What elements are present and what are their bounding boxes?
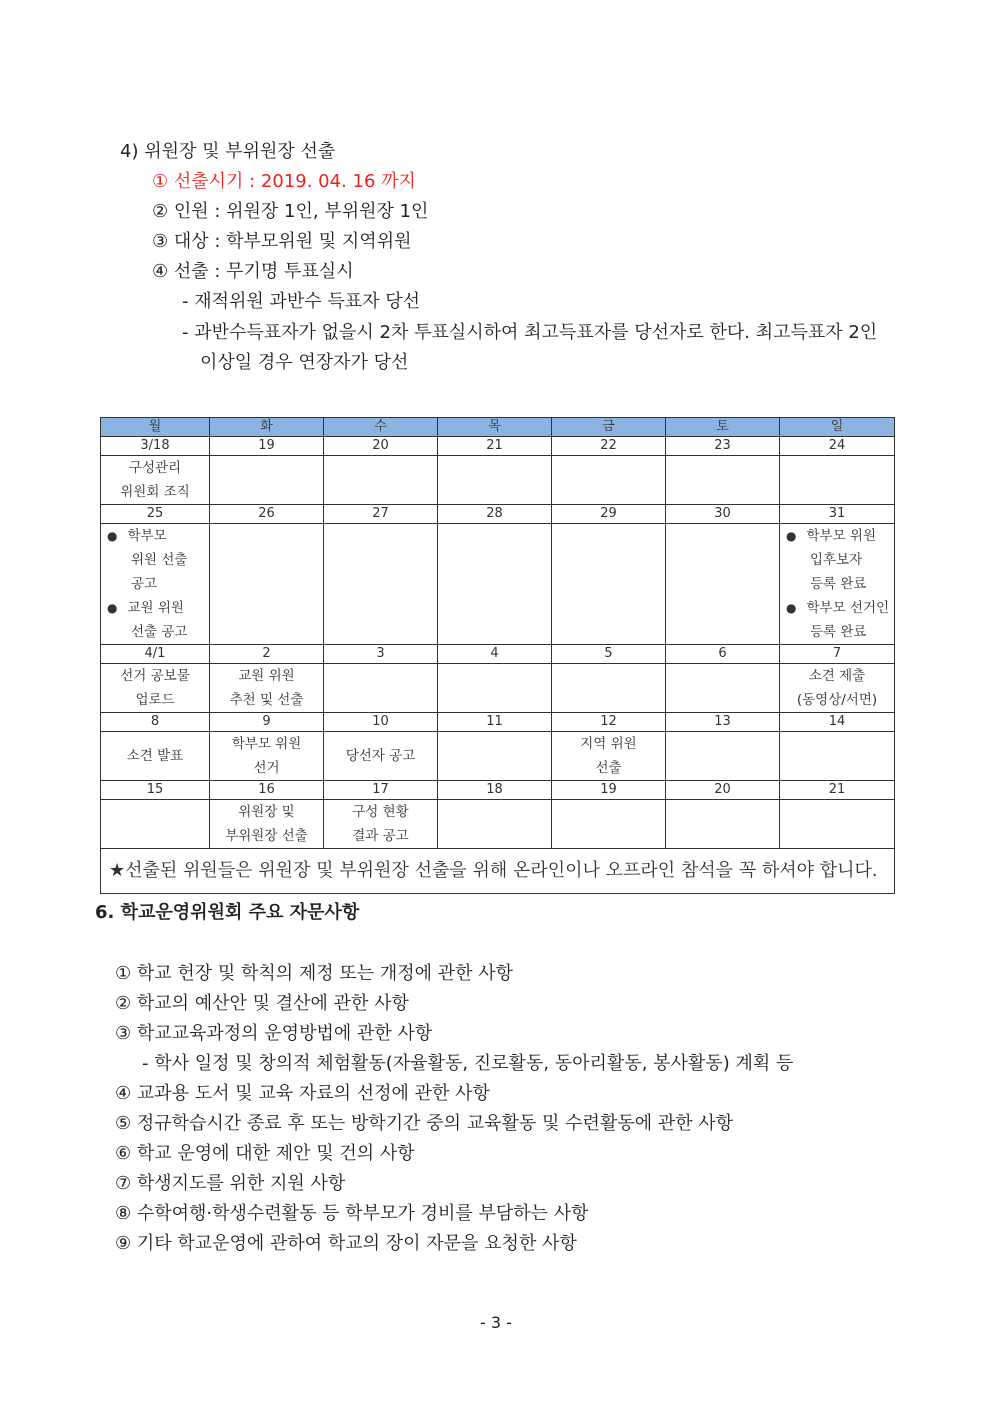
event-cell: [324, 800, 438, 849]
event-text: 추천 및 선출: [229, 692, 304, 708]
event-cell: [438, 524, 552, 645]
event-text: 위원 선출: [131, 552, 188, 568]
date-cell: 16: [210, 781, 324, 800]
event-cell: [324, 664, 438, 713]
section6-item: ⑦ 학생지도를 위한 지원 사항: [115, 1173, 346, 1194]
section4-item-count: ② 인원 : 위원장 1인, 부위원장 1인: [152, 201, 429, 222]
event-cell: [666, 524, 780, 645]
date-cell: 8: [101, 713, 210, 732]
event-text: 등록 완료: [810, 624, 867, 640]
section6-item: ③ 학교교육과정의 운영방법에 관한 사항: [115, 1023, 433, 1044]
event-text: 구성관리: [128, 460, 182, 476]
header-wed: 수: [324, 418, 438, 437]
date-cell: 9: [210, 713, 324, 732]
date-cell: 30: [666, 505, 780, 524]
section4-item-method: ④ 선출 : 무기명 투표실시: [152, 261, 354, 282]
date-cell: 22: [552, 437, 666, 456]
event-text: 결과 공고: [352, 828, 409, 844]
event-cell: [780, 524, 895, 645]
event-text: 소견 제출: [808, 668, 866, 684]
date-cell: 7: [780, 645, 895, 664]
date-cell: 17: [324, 781, 438, 800]
event-text: 위원장 및: [238, 804, 295, 820]
date-cell: 4/1: [101, 645, 210, 664]
event-text: 학부모 위원: [231, 736, 302, 752]
event-cell: [552, 456, 666, 505]
event-cell: [552, 800, 666, 849]
event-text: 당선자 공고: [345, 748, 416, 764]
event-text: 입후보자: [810, 552, 863, 568]
section6-item: ⑥ 학교 운영에 대한 제안 및 건의 사항: [115, 1143, 415, 1164]
section6-title: 6. 학교운영위원회 주요 자문사항: [95, 902, 360, 923]
event-cell: [552, 732, 666, 781]
section6-item: ② 학교의 예산안 및 결산에 관한 사항: [115, 993, 409, 1014]
header-fri: 금: [552, 418, 666, 437]
event-cell: [101, 456, 210, 505]
event-cell: [666, 800, 780, 849]
event-text: 선거: [253, 760, 280, 776]
date-cell: 10: [324, 713, 438, 732]
event-cell: [666, 732, 780, 781]
event-cell: [210, 732, 324, 781]
section4-dash-majority: - 재적위원 과반수 득표자 당선: [182, 291, 421, 312]
date-cell: 19: [210, 437, 324, 456]
header-thu: 목: [438, 418, 552, 437]
event-cell: [324, 732, 438, 781]
event-cell: [438, 800, 552, 849]
event-cell: [101, 732, 210, 781]
event-text: 선출 공고: [131, 624, 188, 640]
event-text: (동영상/서면): [796, 692, 878, 708]
date-cell: 20: [666, 781, 780, 800]
week2-dates: [101, 505, 895, 524]
date-cell: 13: [666, 713, 780, 732]
date-cell: 18: [438, 781, 552, 800]
event-cell: [101, 524, 210, 645]
week5-dates: [101, 781, 895, 800]
event-cell: [552, 524, 666, 645]
notice-row: [101, 849, 895, 894]
date-cell: 25: [101, 505, 210, 524]
event-text: 구성 현황: [352, 804, 409, 820]
date-cell: 4: [438, 645, 552, 664]
header-tue: 화: [210, 418, 324, 437]
section6-subitem: - 학사 일정 및 창의적 체험활동(자율활동, 진로활동, 동아리활동, 봉사활동) 계획 등: [142, 1053, 794, 1074]
date-cell: 24: [780, 437, 895, 456]
event-text: 공고: [131, 576, 158, 592]
section4-title: 4) 위원장 및 부위원장 선출: [120, 141, 336, 162]
header-sat: 토: [666, 418, 780, 437]
section4-dash-runoff: - 과반수득표자가 없을시 2차 투표실시하여 최고득표자를 당선자로 한다. 최고득표자 2인: [182, 322, 878, 343]
week1-events: [101, 456, 895, 505]
event-cell: [210, 664, 324, 713]
section6-item: ④ 교과용 도서 및 교육 자료의 선정에 관한 사항: [115, 1083, 490, 1104]
date-cell: 29: [552, 505, 666, 524]
calendar-header-row: [101, 418, 895, 437]
section4-item-target: ③ 대상 : 학부모위원 및 지역위원: [152, 231, 412, 252]
event-cell: [438, 664, 552, 713]
date-cell: 14: [780, 713, 895, 732]
date-cell: 31: [780, 505, 895, 524]
event-cell: [438, 456, 552, 505]
date-cell: 6: [666, 645, 780, 664]
event-cell: [438, 732, 552, 781]
date-cell: 27: [324, 505, 438, 524]
event-cell: [780, 664, 895, 713]
event-text: ● 학부모 선거인: [786, 596, 894, 620]
event-cell: [552, 664, 666, 713]
event-text: 선출: [595, 760, 622, 776]
event-text: 선거 공보물: [120, 668, 190, 684]
section6-item: ① 학교 헌장 및 학칙의 제정 또는 개정에 관한 사항: [115, 963, 514, 984]
event-cell: [210, 800, 324, 849]
event-text: ● 학부모: [107, 524, 209, 548]
section4-item-period: ① 선출시기 : 2019. 04. 16 까지: [152, 171, 416, 192]
event-text: 위원회 조직: [120, 484, 190, 500]
section6-item: ⑤ 정규학습시간 종료 후 또는 방학기간 중의 교육활동 및 수련활동에 관한 사항: [115, 1113, 734, 1134]
date-cell: 12: [552, 713, 666, 732]
date-cell: 3: [324, 645, 438, 664]
event-cell: [666, 664, 780, 713]
date-cell: 21: [438, 437, 552, 456]
event-text: 부위원장 선출: [225, 828, 308, 844]
event-cell: [101, 800, 210, 849]
date-cell: 19: [552, 781, 666, 800]
page-number: - 3 -: [480, 1313, 512, 1332]
date-cell: 28: [438, 505, 552, 524]
event-cell: [666, 456, 780, 505]
date-cell: 15: [101, 781, 210, 800]
section6-item: ⑨ 기타 학교운영에 관하여 학교의 장이 자문을 요청한 사항: [115, 1233, 577, 1254]
section6-item: ⑧ 수학여행·학생수련활동 등 학부모가 경비를 부담하는 사항: [115, 1203, 589, 1224]
week5-events: [101, 800, 895, 849]
event-cell: [210, 524, 324, 645]
event-text: ● 교원 위원: [107, 596, 209, 620]
event-cell: [101, 664, 210, 713]
event-cell: [324, 524, 438, 645]
date-cell: 2: [210, 645, 324, 664]
date-cell: 20: [324, 437, 438, 456]
week4-events: [101, 732, 895, 781]
week1-dates: [101, 437, 895, 456]
event-text: 업로드: [135, 692, 175, 708]
date-cell: 21: [780, 781, 895, 800]
notice-text: ★선출된 위원들은 위원장 및 부위원장 선출을 위해 온라인이나 오프라인 참석을 꼭 하셔야 합니다.: [101, 849, 895, 894]
event-text: 지역 위원: [580, 736, 637, 752]
event-cell: [780, 800, 895, 849]
event-text: 등록 완료: [810, 576, 867, 592]
date-cell: 3/18: [101, 437, 210, 456]
event-text: 교원 위원: [238, 668, 295, 684]
event-text: ● 학부모 위원: [786, 524, 894, 548]
election-calendar: [100, 417, 895, 894]
header-mon: 월: [101, 418, 210, 437]
date-cell: 23: [666, 437, 780, 456]
event-cell: [780, 456, 895, 505]
week4-dates: [101, 713, 895, 732]
date-cell: 26: [210, 505, 324, 524]
week3-dates: [101, 645, 895, 664]
event-text: 소견 발표: [126, 748, 184, 764]
date-cell: 11: [438, 713, 552, 732]
date-cell: 5: [552, 645, 666, 664]
event-cell: [210, 456, 324, 505]
header-sun: 일: [780, 418, 895, 437]
event-cell: [324, 456, 438, 505]
event-cell: [780, 732, 895, 781]
week2-events: [101, 524, 895, 645]
section4-dash-runoff-cont: 이상일 경우 연장자가 당선: [200, 352, 409, 373]
week3-events: [101, 664, 895, 713]
